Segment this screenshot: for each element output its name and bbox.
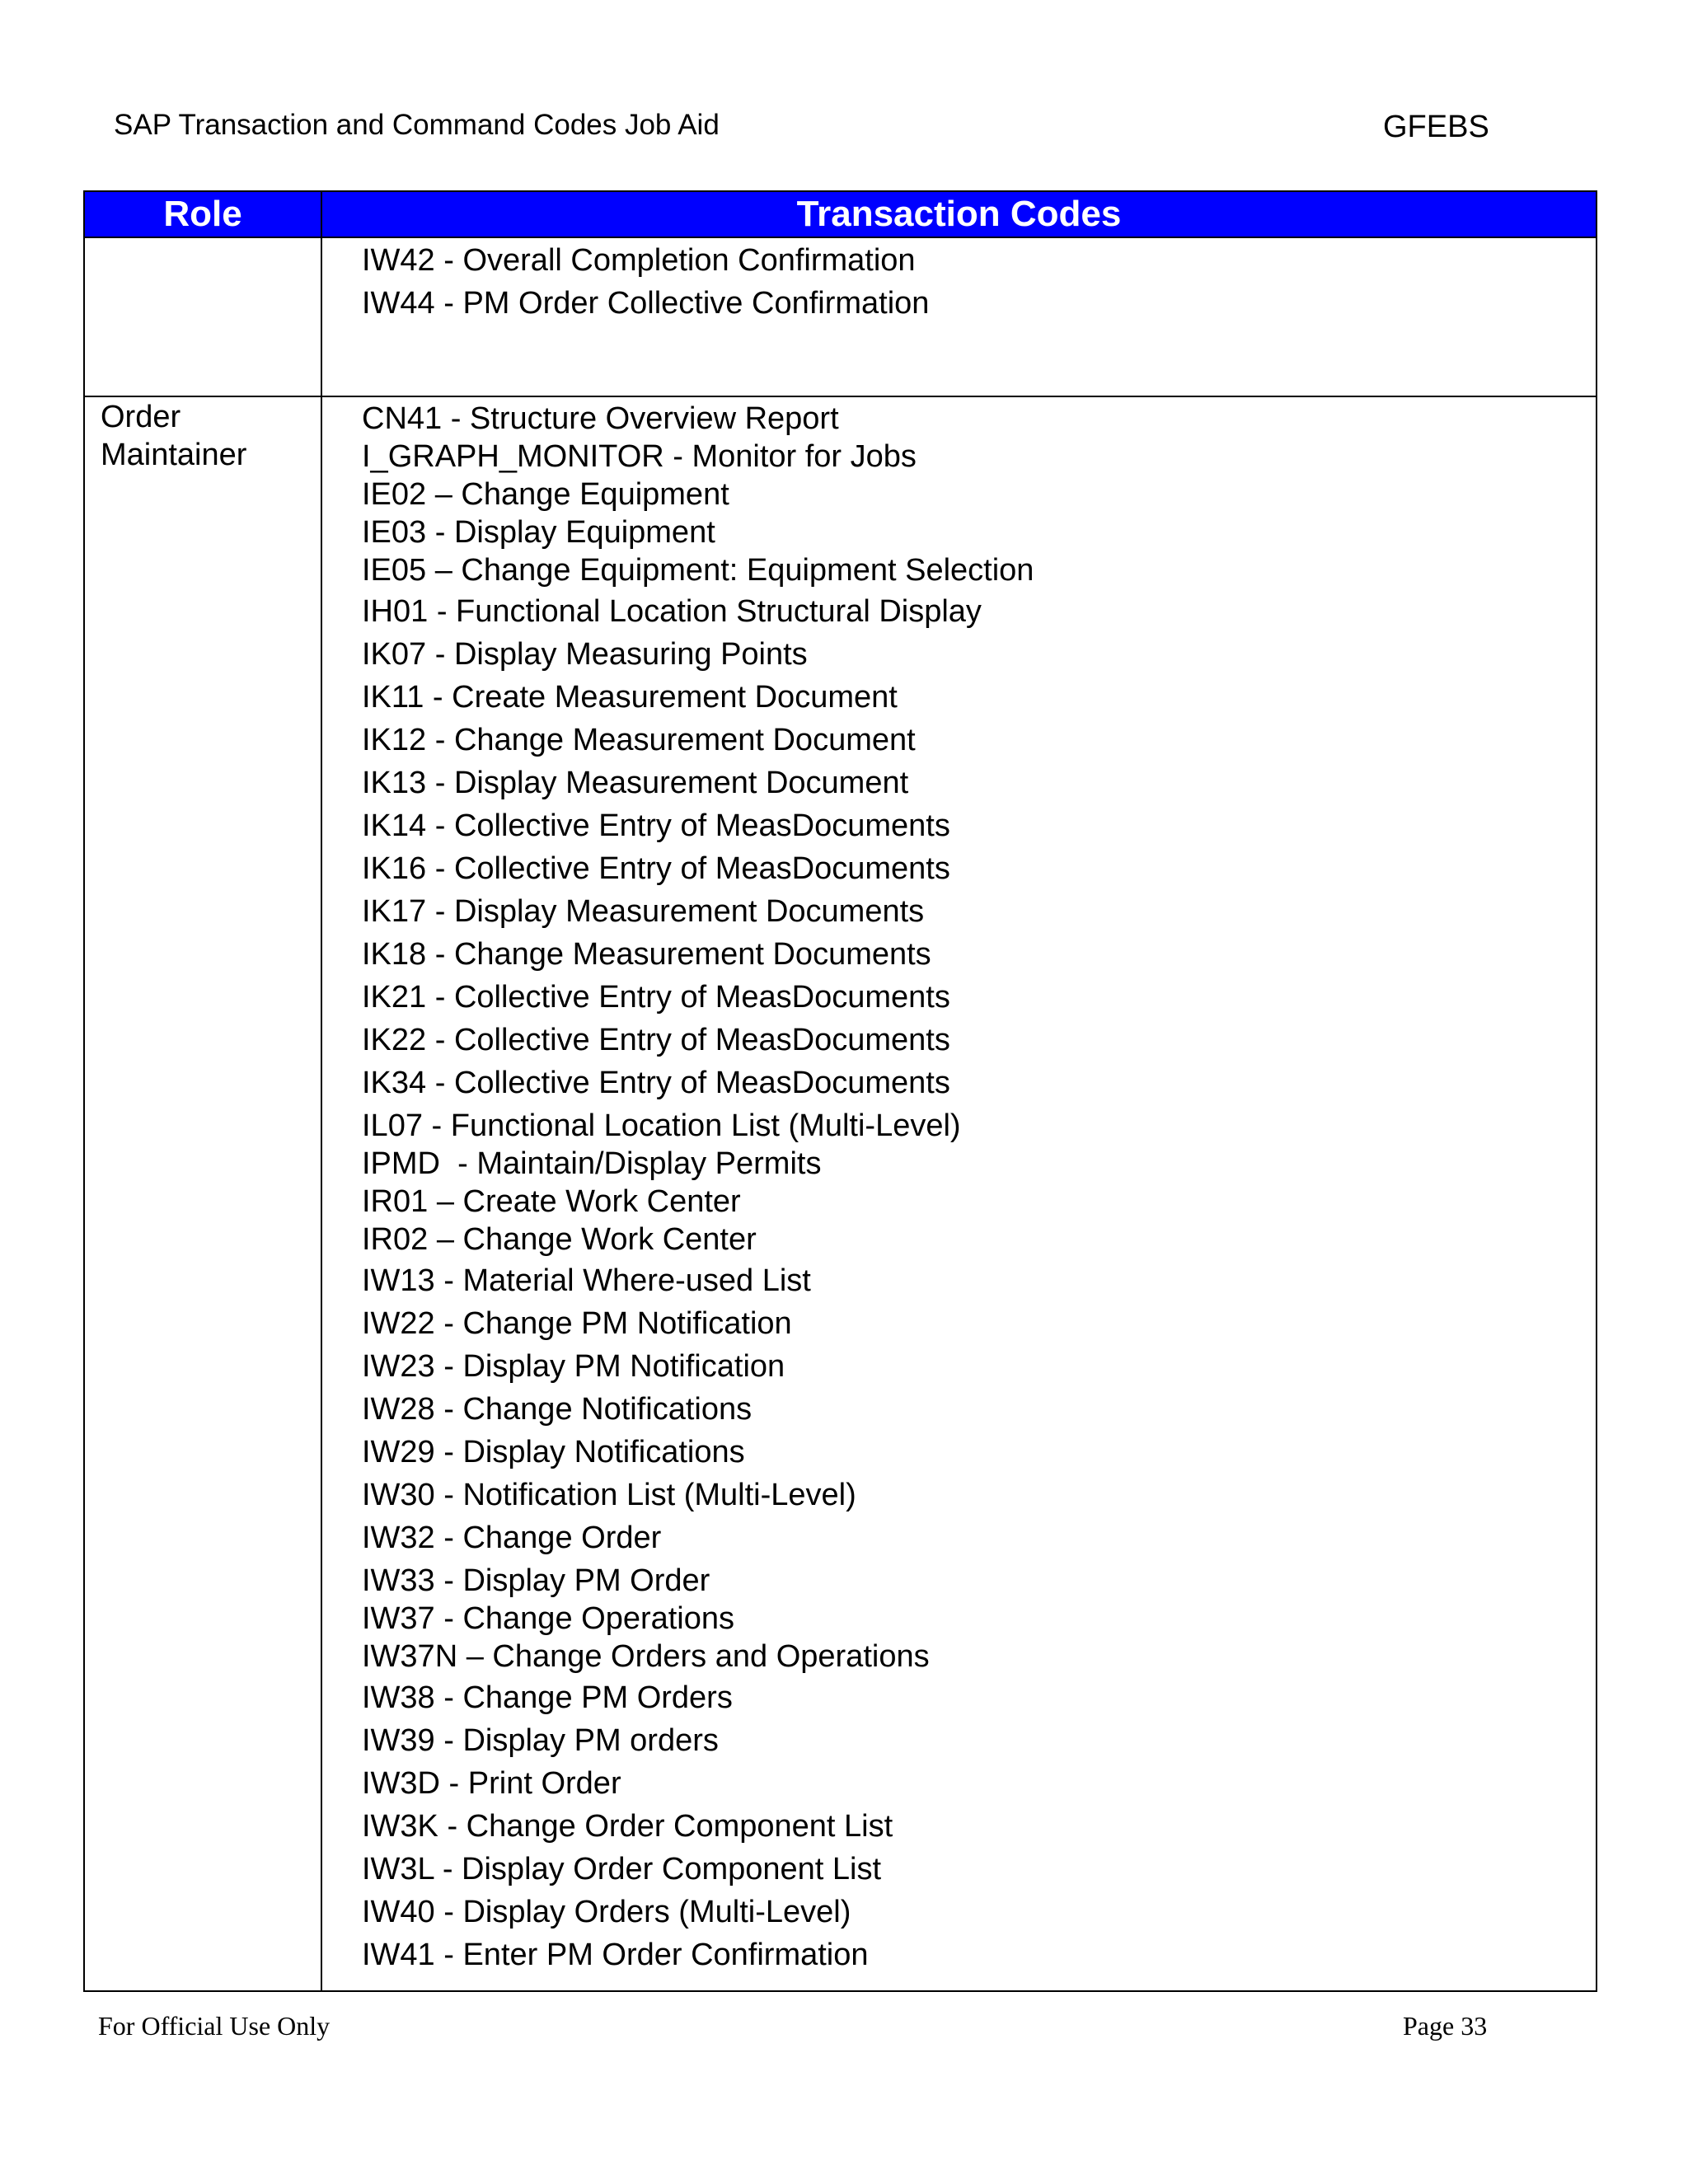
transaction-code-item: IK21 - Collective Entry of MeasDocuments xyxy=(362,980,950,1015)
transaction-code-table xyxy=(83,190,1597,1992)
transaction-code-item: IK11 - Create Measurement Document xyxy=(362,680,898,715)
transaction-code-item: IR02 – Change Work Center xyxy=(362,1222,757,1257)
transaction-code-item: IK14 - Collective Entry of MeasDocuments xyxy=(362,808,950,843)
transaction-code-item: IW44 - PM Order Collective Confirmation xyxy=(362,286,930,321)
transaction-code-item: IW42 - Overall Completion Confirmation xyxy=(362,243,916,278)
transaction-code-item: IW38 - Change PM Orders xyxy=(362,1680,733,1715)
transaction-code-item: IK12 - Change Measurement Document xyxy=(362,723,916,757)
transaction-code-item: IK16 - Collective Entry of MeasDocuments xyxy=(362,851,950,886)
document-title: SAP Transaction and Command Codes Job Aid xyxy=(114,109,720,141)
transaction-code-item: IW39 - Display PM orders xyxy=(362,1723,719,1758)
transaction-code-item: IW13 - Material Where-used List xyxy=(362,1263,811,1298)
column-header-transaction-codes: Transaction Codes xyxy=(796,194,1122,234)
transaction-code-item: IW37N – Change Orders and Operations xyxy=(362,1639,930,1674)
transaction-code-item: IW3D - Print Order xyxy=(362,1766,621,1801)
transaction-code-item: IW37 - Change Operations xyxy=(362,1601,735,1636)
transaction-code-item: IK22 - Collective Entry of MeasDocuments xyxy=(362,1023,950,1057)
page-number: Page 33 xyxy=(1403,2011,1488,2041)
transaction-code-item: IK13 - Display Measurement Document xyxy=(362,766,909,800)
transaction-code-item: CN41 - Structure Overview Report xyxy=(362,401,839,436)
role-cell xyxy=(101,398,246,474)
transaction-code-item: IW40 - Display Orders (Multi-Level) xyxy=(362,1895,851,1929)
role-name: Order Maintainer xyxy=(101,400,247,472)
column-header-role: Role xyxy=(163,194,242,234)
transaction-code-item: IW32 - Change Order xyxy=(362,1521,662,1555)
table-header-row xyxy=(85,192,1596,238)
transaction-code-item: IE05 – Change Equipment: Equipment Selection xyxy=(362,553,1034,588)
footer-classification: For Official Use Only xyxy=(98,2011,331,2041)
transaction-code-item: IH01 - Functional Location Structural Display xyxy=(362,594,982,629)
transaction-code-item: IW3L - Display Order Component List xyxy=(362,1852,882,1886)
transaction-code-item: IW28 - Change Notifications xyxy=(362,1392,753,1427)
transaction-code-item: IK18 - Change Measurement Documents xyxy=(362,937,931,972)
transaction-code-item: IW41 - Enter PM Order Confirmation xyxy=(362,1938,869,1972)
transaction-code-item: IPMD - Maintain/Display Permits xyxy=(362,1146,822,1181)
transaction-code-item: IK17 - Display Measurement Documents xyxy=(362,894,925,929)
transaction-code-item: IW29 - Display Notifications xyxy=(362,1435,745,1469)
row-divider xyxy=(85,396,1596,397)
transaction-code-item: IL07 - Functional Location List (Multi-Level) xyxy=(362,1108,961,1143)
transaction-code-item: IK34 - Collective Entry of MeasDocuments xyxy=(362,1066,950,1100)
transaction-code-item: IW3K - Change Order Component List xyxy=(362,1809,893,1844)
transaction-code-item: IW30 - Notification List (Multi-Level) xyxy=(362,1478,856,1512)
transaction-code-item: IR01 – Create Work Center xyxy=(362,1184,741,1219)
transaction-code-item: IW23 - Display PM Notification xyxy=(362,1349,785,1384)
transaction-code-item: IE03 - Display Equipment xyxy=(362,515,715,550)
transaction-code-item: I_GRAPH_MONITOR - Monitor for Jobs xyxy=(362,439,917,474)
transaction-code-item: IK07 - Display Measuring Points xyxy=(362,637,808,672)
transaction-code-item: IW22 - Change PM Notification xyxy=(362,1306,792,1341)
column-divider xyxy=(321,192,322,1990)
system-name: GFEBS xyxy=(1383,110,1489,144)
transaction-code-item: IW33 - Display PM Order xyxy=(362,1563,710,1598)
transaction-code-item: IE02 – Change Equipment xyxy=(362,477,729,512)
